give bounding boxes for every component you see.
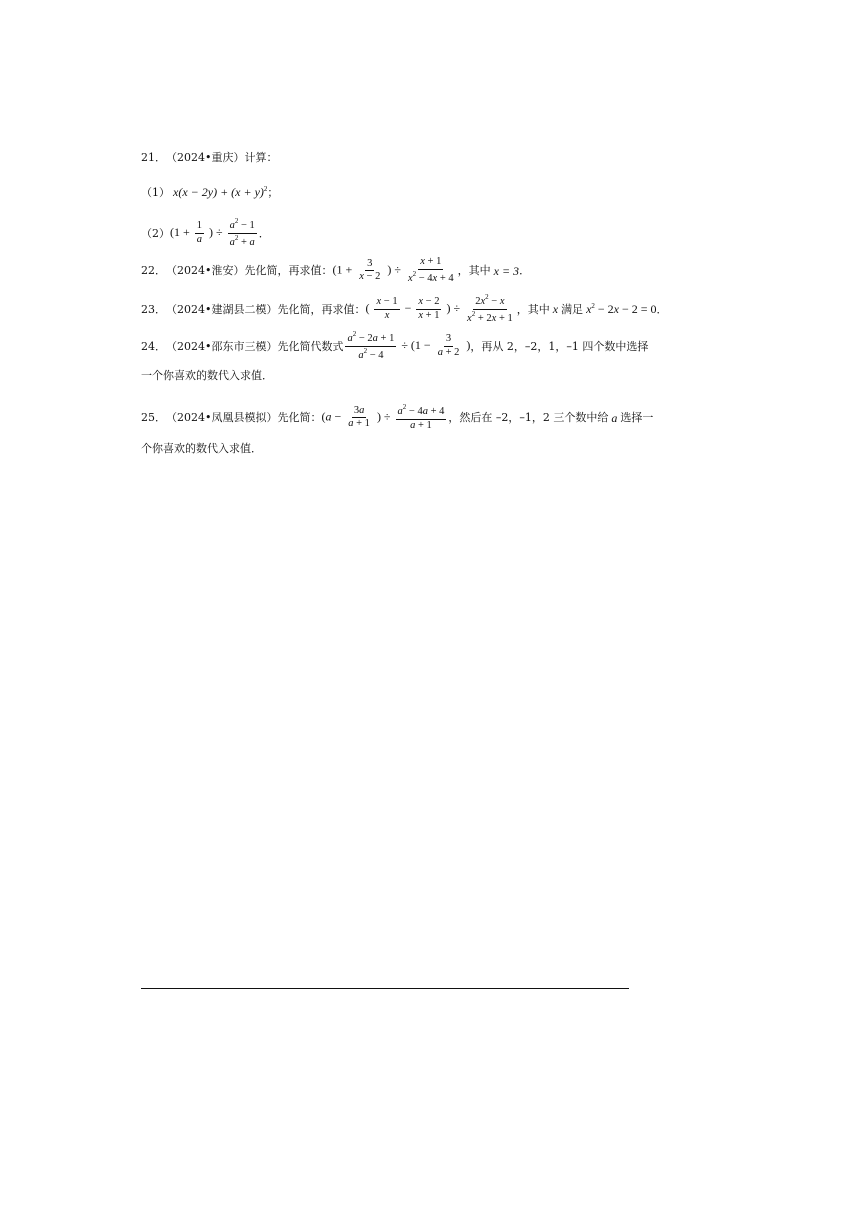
question-text-line-2: 一个你喜欢的数代入求值． xyxy=(141,369,273,382)
question-number: 25． xyxy=(141,411,166,424)
footer-rule xyxy=(141,988,629,989)
question-source: （2024•重庆） xyxy=(166,151,245,164)
question-25-line-2 xyxy=(141,443,262,454)
expression: (1 + $\frac{3}{x - 2}$ ) ÷ $\frac{x + 1}{x^2 - 4x + 4}$ xyxy=(332,256,454,284)
question-source: （2024•淮安） xyxy=(166,264,245,277)
question-number: 23． xyxy=(141,302,166,316)
question-tail: ，然后在 –2，–1，2 三个数中给 xyxy=(448,411,609,424)
variable: x xyxy=(552,302,559,316)
equation: $x^2 - 2x - 2 = 0$ xyxy=(586,302,657,316)
question-source: （2024•凤凰县模拟） xyxy=(166,411,278,424)
question-tail-2: 选择一 xyxy=(620,411,654,424)
question-tail: ，其中 xyxy=(457,264,491,277)
condition: x = 3 xyxy=(493,263,520,278)
question-24-line-2 xyxy=(141,370,273,381)
question-number: 24． xyxy=(141,339,166,353)
part-label: （1） xyxy=(141,185,170,199)
question-25 xyxy=(141,404,653,431)
part-end: ． xyxy=(258,226,270,240)
question-24 xyxy=(141,331,648,361)
variable: a xyxy=(611,410,618,425)
question-22 xyxy=(141,257,530,284)
expression: ( $\frac{x - 1}{x}$ − $\frac{x - 2}{x + 1}$ ) ÷ $\frac{2x^2 - x}{x^2 + 2x + 1}$ xyxy=(365,293,513,324)
question-text: 计算： xyxy=(244,151,278,164)
expression: (a − $\frac{3a}{a + 1}$ ) ÷ $\frac{a^2 - 4a + 4}{a + 1}$ xyxy=(321,403,445,431)
question-tail: ，其中 xyxy=(516,302,550,316)
question-23 xyxy=(141,294,668,324)
part-end: ； xyxy=(267,185,279,199)
part-label: （2） xyxy=(141,226,170,240)
question-tail: ，再从 2，–2，1，–1 四个数中选择 xyxy=(470,339,649,353)
question-text: 先化简，再求值： xyxy=(277,302,366,316)
question-end: ． xyxy=(656,302,668,316)
question-21-part-2 xyxy=(141,218,270,248)
question-21-part-1 xyxy=(141,186,278,198)
question-source: （2024•邵东市三模） xyxy=(166,339,278,353)
question-end: ． xyxy=(519,264,531,277)
question-mid: 满足 xyxy=(561,302,584,316)
expression: $\frac{a^2 - 2a + 1}{a^2 - 4}$ ÷ (1 − $\frac{3}{a + 2}$ ) xyxy=(347,330,471,361)
question-text: 先化简： xyxy=(277,411,322,424)
question-number: 21． xyxy=(141,151,166,164)
question-text-line-2: 个你喜欢的数代入求值． xyxy=(141,442,262,455)
question-21 xyxy=(141,152,277,163)
question-text: 先化简，再求值： xyxy=(244,264,333,277)
question-source: （2024•建湖县二模） xyxy=(166,302,278,316)
expression: $x(x - 2y) + (x + y)^2$ xyxy=(170,185,268,199)
question-text: 先化简代数式 xyxy=(277,339,344,353)
question-number: 22． xyxy=(141,264,166,277)
expression: (1 + $\frac{1}{a}$ ) ÷ $\frac{a^2 - 1}{a^2 + a}$ xyxy=(170,217,255,248)
